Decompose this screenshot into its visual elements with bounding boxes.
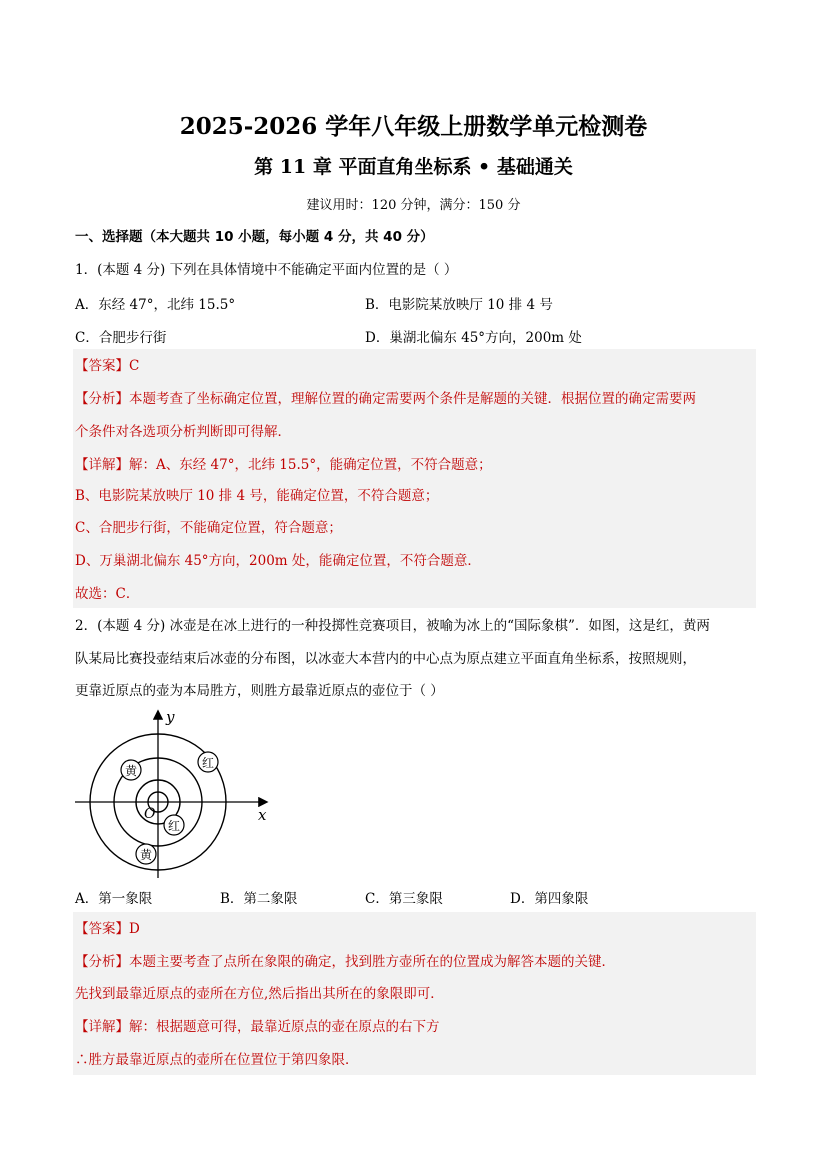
time-score-hint: 建议用时：120 分钟，满分：150 分 — [306, 198, 521, 213]
q1-option-a: A．东经 47°，北纬 15.5° — [75, 297, 236, 313]
svg-text:黄: 黄 — [124, 764, 138, 778]
q1-detail-line2: B、电影院某放映厅 10 排 4 号，能确定位置，不符合题意； — [75, 488, 439, 504]
q1-answer: 【答案】C — [75, 358, 140, 374]
q2-detail-line2: ∴胜方最靠近原点的壶所在位置位于第四象限． — [75, 1052, 359, 1068]
q1-analysis-line2: 个条件对各选项分析判断即可得解． — [75, 424, 291, 440]
q2-option-a: A．第一象限 — [75, 891, 153, 907]
q2-stem-line2: 队某局比赛投壶结束后冰壶的分布图，以冰壶大本营内的中心点为原点建立平面直角坐标系，按照规则， — [75, 651, 696, 667]
q1-detail-line1: 【详解】解：A、东经 47°，北纬 15.5°，能确定位置，不符合题意； — [75, 457, 492, 473]
stone-red-2 — [164, 815, 184, 835]
stone-yellow-1 — [121, 760, 141, 780]
document-title: 2025-2026 学年八年级上册数学单元检测卷 — [179, 113, 648, 140]
svg-text:红: 红 — [167, 819, 181, 833]
q2-analysis-line1: 【分析】本题主要考查了点所在象限的确定，找到胜方壶所在的位置成为解答本题的关键． — [75, 954, 615, 970]
origin-label: O — [144, 806, 156, 822]
q2-option-c: C．第三象限 — [365, 891, 443, 907]
q2-stem-line1: 2．(本题 4 分) 冰壶是在冰上进行的一种投掷性竞赛项目，被喻为冰上的“国际象棋”．如图，这是红，黄两 — [75, 618, 710, 634]
stone-red-1 — [198, 752, 218, 772]
q2-option-b: B．第二象限 — [220, 891, 298, 907]
chapter-subtitle: 第 11 章 平面直角坐标系 • 基础通关 — [254, 156, 573, 178]
y-axis-label: y — [166, 708, 175, 726]
q1-option-c: C．合肥步行街 — [75, 330, 167, 346]
q1-option-d: D．巢湖北偏东 45°方向，200m 处 — [365, 330, 582, 346]
x-axis-label: x — [258, 806, 267, 824]
q1-detail-line4: D、万巢湖北偏东 45°方向，200m 处，能确定位置，不符合题意． — [75, 553, 481, 569]
q1-detail-line3: C、合肥步行街，不能确定位置，符合题意； — [75, 520, 342, 536]
q2-analysis-line2: 先找到最靠近原点的壶所在方位,然后指出其所在的象限即可． — [75, 986, 444, 1002]
q1-conclusion: 故选：C． — [75, 586, 140, 602]
q1-analysis-line1: 【分析】本题考查了坐标确定位置，理解位置的确定需要两个条件是解题的关键．根据位置的确定需要两 — [75, 391, 696, 407]
q1-option-b: B．电影院某放映厅 10 排 4 号 — [365, 297, 553, 313]
q2-option-d: D．第四象限 — [510, 891, 589, 907]
q1-stem: 1．(本题 4 分) 下列在具体情境中不能确定平面内位置的是（ ） — [75, 262, 458, 278]
curling-diagram — [70, 706, 280, 884]
q2-stem-line3: 更靠近原点的壶为本局胜方，则胜方最靠近原点的壶位于（ ） — [75, 683, 444, 699]
section-heading: 一、选择题（本大题共 10 小题，每小题 4 分，共 40 分） — [75, 229, 434, 245]
q2-detail-line1: 【详解】解：根据题意可得，最靠近原点的壶在原点的右下方 — [75, 1019, 440, 1035]
svg-text:黄: 黄 — [139, 848, 153, 862]
stone-yellow-2 — [136, 844, 156, 864]
svg-text:红: 红 — [201, 756, 215, 770]
q2-answer: 【答案】D — [75, 921, 140, 937]
